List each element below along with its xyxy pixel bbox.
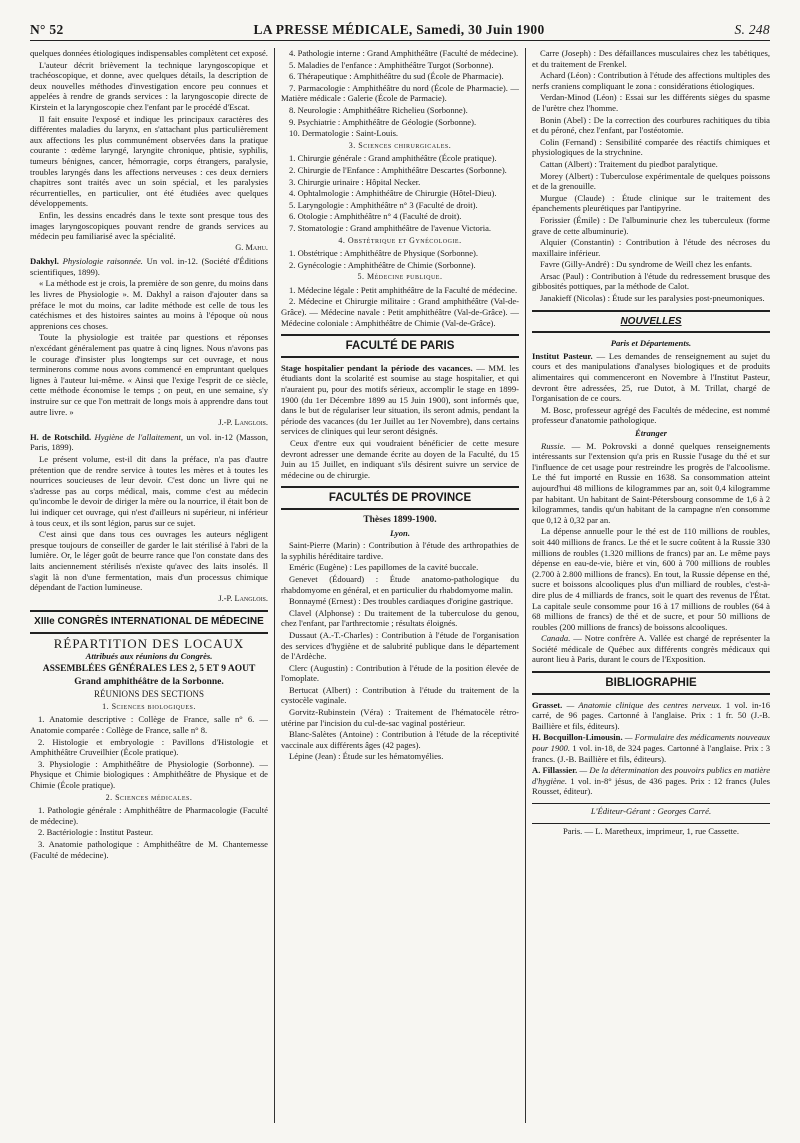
book-details: 1 vol. in-8° jésus, de 436 pages. Prix : 12 francs (Jules Rousset, éditeur). [532, 775, 770, 797]
theses-heading: Thèses 1899-1900. [363, 514, 437, 525]
section-subheading: 1. Sciences biologiques. [102, 701, 196, 711]
list-item: 1. Pathologie générale : Amphithéâtre de Pharmacologie (Faculté de médecine). [30, 805, 268, 826]
news-title: Canada. [541, 633, 571, 644]
column-divider [274, 48, 275, 1123]
book-author: A. Fillassier. [532, 765, 578, 776]
list-item: 9. Psychiatrie : Amphithéâtre de Géologie (Sorbonne). [289, 116, 477, 127]
city-heading: Lyon. [390, 527, 410, 538]
paragraph: L'auteur décrit brièvement la technique laryngoscopique et trachéoscopique, et donne, avec quelques détails, la description de deux nouvelles méthodes d'investigation encore peu connues et appelées à rendre de grands services : la laryngoscopie directe de Kirstein et la laryngoscopie chez l'enfant par le procédé d'Escat. [30, 59, 268, 112]
section-heading-congress: XIIIe CONGRÈS INTERNATIONAL DE MÉDECINE [30, 610, 268, 634]
news-title: Institut Pasteur. [532, 350, 593, 361]
paragraph: « La méthode est je crois, la première de son genre, du moins dans les livres de Physiologie ». M. Dakhyl a raison d'ajouter dans sa préface le mot du moins, car ladite méthode est celle de tous les catéchismes et des histoires saintes au moins à l'époque où nous apprenions ces choses. [30, 278, 268, 331]
list-item: 2. Histologie et embryologie : Pavillons d'Histologie et Amphithéâtre Cruveilhier (École pratique). [30, 736, 268, 758]
review-details: un vol. in-12 (Masson, Paris, 1899). [30, 431, 268, 453]
repartition-subtitle: Attribués aux réunions du Congrès. [85, 651, 213, 662]
signature: J.-P. Langlois. [218, 418, 268, 428]
list-item: 5. Laryngologie : Amphithéâtre n° 3 (Faculté de droit). [289, 199, 478, 210]
thesis-item: Cattan (Albert) : Traitement du piedbot paralytique. [540, 158, 718, 169]
list-item: 2. Médecine et Chirurgie militaire : Grand amphithéâtre (Val-de-Grâce). — Médecine navale : Petit amphithéâtre (Val-de-Grâce). — Médecine coloniale : Amphithéâtre de Chimie (Val-de-Grâce). [281, 296, 519, 328]
printer-line: Paris. — L. Maretheux, imprimeur, 1, rue Cassette. [562, 825, 740, 836]
list-item: 3. Anatomie pathologique : Amphithéâtre de M. Chantemesse (Faculté de médecine). [30, 838, 268, 860]
thesis-item: Dussaut (A.-T.-Charles) : Contribution à l'étude de l'organisation des services d'hygiène et de salubrité publique dans le département de l'Ardèche. [281, 629, 519, 662]
section-heading-bibliographie: BIBLIOGRAPHIE [532, 671, 770, 695]
thesis-item: Lépine (Jean) : Étude sur les hématomyélies. [289, 751, 444, 762]
list-item: 6. Thérapeutique : Amphithéâtre du sud (École de Pharmacie). [289, 71, 504, 82]
list-item: 2. Gynécologie : Amphithéâtre de Chimie (Sorbonne). [289, 259, 476, 270]
list-item: 6. Otologie : Amphithéâtre n° 4 (Faculté de droit). [289, 211, 462, 222]
list-item: 4. Pathologie interne : Grand Amphithéâtre (Faculté de médecine). [289, 48, 519, 58]
book-title: — Anatomie clinique des centres nerveux. [566, 699, 722, 710]
footer-rule [532, 803, 770, 804]
section-subheading: 3. Sciences chirurgicales. [348, 140, 452, 150]
subsection-heading: Paris et Départements. [610, 338, 692, 349]
book-details: 1 vol. in-16 carré, de 96 pages. Cartonné à l'anglaise. Prix : 1 fr. 50 (J.-B. Baillière et fils, éditeurs). [532, 699, 770, 731]
thesis-item: Colin (Fernand) : Sensibilité comparée des réactifs chimiques et physiologiques de la strychnine. [532, 136, 770, 158]
list-item: 1. Anatomie descriptive : Collège de France, salle n° 6. — Anatomie comparée : Collège de France, salle n° 8. [30, 714, 268, 736]
review-author: H. de Rotschild. [30, 431, 92, 442]
book-author: Grasset. [532, 699, 563, 710]
thesis-item: Morey (Albert) : Tuberculose expérimentale de quelques poissons et de la grenouille. [532, 170, 770, 192]
news-item [281, 363, 519, 437]
paragraph: Le présent volume, est-il dit dans la préface, n'a pas d'autre prétention que de rendre service à toutes les mères et à toutes les nourrices soucieuses de leur devoir. C'est donc un livre qui ne s'adresse pas au corps médical, mais, comme c'est au médecin qu'incombe le devoir de diriger la mère ou la nourrice, il était bon de lui indiquer cet ouvrage, qui n'est d'ailleurs ni supérieur, ni inférieur à tous ceux, et ils sont légion, parus sur ce sujet. [30, 453, 268, 528]
thesis-item: Bonin (Abel) : De la correction des courbures rachitiques du tibia et du péroné, chez l'enfant, par l'ostéotomie. [532, 114, 770, 136]
thesis-item: Janakieff (Nicolas) : Étude sur les paralysies post-pneumoniques. [540, 293, 765, 304]
paragraph: Ceux d'entre eux qui voudraient bénéficier de cette mesure devront adresser une demande écrite au doyen de la Faculté, du 15 Juin au 15 Juillet, en indiquant s'ils désirent suivre un service de médecine ou de chirurgie. [281, 438, 519, 480]
review-title: Physiologie raisonnée. [62, 256, 143, 267]
column-2 [281, 48, 519, 1128]
news-title: Stage hospitalier pendant la période des vacances. [281, 362, 473, 373]
thesis-item: Bonnaymé (Ernest) : Des troubles cardiaques d'origine gastrique. [289, 596, 513, 607]
thesis-item: Verdan-Minod (Léon) : Essai sur les différents sièges du spasme de l'urètre chez l'homme. [532, 92, 770, 113]
list-item: 1. Obstétrique : Amphithéâtre de Physique (Sorbonne). [289, 248, 479, 259]
list-item: 4. Ophtalmologie : Amphithéâtre de Chirurgie (Hôtel-Dieu). [289, 188, 497, 199]
section-subheading: 5. Médecine publique. [357, 272, 443, 282]
journal-title: LA PRESSE MÉDICALE, Samedi, 30 Juin 1900 [253, 22, 545, 37]
thesis-item: Carre (Joseph) : Des défaillances musculaires chez les tabétiques, et du traitement de Frenkel. [532, 48, 770, 69]
news-text: — Les demandes de renseignement au sujet du cours et des manipulations d'analyses biologiques et de produits alimentaires qui commenceront en Novembre à l'Institut Pasteur, devront être adressées, 25, rue Dutot, à M. Trillat, chargé de l'organisation de ce cours. [532, 350, 770, 404]
thesis-item: Eméric (Eugène) : Les papillomes de la cavité buccale. [289, 562, 479, 573]
column-divider [525, 48, 526, 1123]
list-item: 7. Parmacologie : Amphithéâtre du nord (École de Pharmacie). — Matière médicale : Galerie (École de Parmacie). [281, 82, 519, 104]
signature: J.-P. Langlois. [218, 593, 268, 603]
page-number: S. 248 [734, 22, 770, 37]
paragraph: Il fait ensuite l'exposé et indique les principaux caractères des différentes maladies du larynx, en s'attachant plus particulièrement aux affections les plus communément observées dans la pratique courante : œdème laryngé, laryngite chronique, phtisie, syphilis, tumeurs bénignes, cancer, hémorragie, corps étrangers, paralysie, troubles laryngés dans les affections nerveuses : ces deux derniers chapitres sont traités avec un soin spécial, et les paralysies récurrentielles, en particulier, ont été étudiées avec quelques développements. [30, 113, 268, 209]
bibliography-entry [532, 765, 770, 797]
section-heading-faculte-paris: FACULTÉ DE PARIS [281, 334, 519, 358]
list-item: 7. Stomatologie : Grand amphithéâtre de l'avenue Victoria. [289, 222, 492, 233]
list-item: 3. Physiologie : Amphithéâtre de Physiologie (Sorbonne). — Physique et Chimie biologiques : Amphithéâtre de Physique et de Chimie (École pratique). [30, 758, 268, 790]
news-text: — Notre confrère A. Vallée est chargé de représenter la Société médicale de Québec aux différents congrès médicaux qui auront lieu à Paris, durant le cours de l'Exposition. [532, 633, 770, 665]
book-title: — Formulaire des médicaments nouveaux pour 1900. [532, 732, 770, 754]
list-item: 2. Bactériologie : Institut Pasteur. [38, 827, 154, 838]
news-item [532, 633, 770, 665]
news-title: Russie. [541, 440, 566, 451]
editor-line: L'Éditeur-Gérant : Georges Carré. [590, 806, 712, 816]
reunions-heading: RÉUNIONS DES SECTIONS [93, 689, 204, 700]
review-heading [30, 256, 268, 277]
paragraph: La dépense annuelle pour le thé est de 110 millions de roubles, soit 440 millions de francs. Le thé et le sucre coûtent à la Russie 330 millions de roubles (1.320 millions de francs) par an. Le même pays dépense en eau-de-vie, bière et vin, 600 à 700 millions de roubles (2.700 à 2.800 millions de francs). En tout, la Russie dépense en thé, sucre et boissons alcooliques plus d'un milliard de roubles, c'est-à-dire plus de 4 milliards de francs, soit le quart des revenus de l'État. La capitale seule consomme pour 16 à 17 millions de roubles (64 à 68 millions de francs) de thé et de sucre, et pour 50 millions de roubles (200 millions de francs) de boissons alcooliques. [532, 526, 770, 632]
news-item [532, 441, 770, 526]
thesis-item: Achard (Léon) : Contribution à l'étude des affections multiples des nerfs craniens compliquant le zona : considérations étiologiques. [532, 70, 770, 91]
footer-rule [532, 823, 770, 824]
thesis-item: Genevet (Édouard) : Étude anatomo-pathologique du rhabdomyome en général, et en particulier du rhabdomyome malin. [281, 573, 519, 595]
issue-number: N° 52 [30, 22, 64, 37]
column-1 [30, 48, 268, 1128]
thesis-item: Forissier (Émile) : De l'albuminurie chez les tuberculeux (forme grave de cette albuminurie). [532, 214, 770, 236]
thesis-item: Blanc-Salètes (Antoine) : Contribution à l'étude de la réceptivité vaccinale aux différents âges (42 pages). [281, 729, 519, 750]
thesis-item: Favre (Gilly-André) : Du syndrome de Weill chez les enfants. [540, 259, 753, 270]
thesis-item: Murgue (Claude) : Étude clinique sur le traitement des épanchements pleurétiques par l'antipyrine. [532, 192, 770, 214]
list-item: 8. Neurologie : Amphithéâtre Richelieu (Sorbonne). [289, 104, 468, 115]
list-item: 1. Médecine légale : Petit amphithéâtre de la Faculté de médecine. [289, 284, 518, 295]
header-rule [30, 40, 770, 41]
thesis-item: Clavel (Alphonse) : Du traitement de la tuberculose du genou, chez l'enfant, par l'arthrectomie ; résultats éloignés. [281, 607, 519, 629]
book-title: — De la détermination des pouvoirs publics en matière d'hygiène. [532, 765, 770, 786]
signature: G. Mahu. [235, 242, 268, 252]
review-details: Un vol. in-12. (Société d'Éditions scientifiques, 1899). [30, 256, 268, 277]
list-item: 5. Maladies de l'enfance : Amphithéâtre Turgot (Sorbonne). [289, 59, 494, 70]
section-heading-nouvelles: NOUVELLES [532, 310, 770, 334]
bibliography-entry [532, 700, 770, 732]
thesis-item: Saint-Pierre (Marin) : Contribution à l'étude des arthropathies de la syphilis héréditaire tardive. [281, 540, 519, 561]
column-3 [532, 48, 770, 1128]
paragraph: quelques données étiologiques indispensables complètent cet exposé. [30, 48, 268, 58]
list-item: 2. Chirurgie de l'Enfance : Amphithéâtre Descartes (Sorbonne). [289, 164, 507, 175]
thesis-item: Gorvitz-Rubinstein (Véra) : Traitement de l'hématocèle rétro-utérine par l'incision du cul-de-sac vaginal postérieur. [281, 707, 519, 728]
paragraph: M. Bosc, professeur agrégé des Facultés de médecine, est nommé professeur d'anatomie pathologique. [532, 404, 770, 426]
news-text: — MM. les étudiants dont la scolarité est soumise au stage hospitalier, et qui n'auraient pu, pour des motifs sérieux, accomplir le stage en 1899-1900 (du 1er Décembre 1899 au 15 Juin 1900), sont informés que, dans le but de régulariser leur situation, ils seront admis, pendant la période des vacances (du 1er Juillet au 1er Novembre), dans certains services de cliniques qui leur seront désignés. [281, 362, 519, 437]
page-header [30, 18, 770, 38]
section-subheading: 2. Sciences médicales. [105, 792, 193, 802]
thesis-item: Alquier (Constantin) : Contribution à l'étude des nécroses du maxillaire inférieur. [532, 237, 770, 258]
news-item [532, 351, 770, 404]
thesis-item: Clerc (Augustin) : Contribution à l'étude de la position élevée de l'omoplate. [281, 662, 519, 684]
thesis-item: Arsac (Paul) : Contribution à l'étude du redressement brusque des gibbosités pottiques, par la méthode de Calot. [532, 270, 770, 292]
review-heading [30, 432, 268, 453]
list-item: 10. Dermatologie : Saint-Louis. [289, 128, 399, 139]
paragraph: C'est ainsi que dans tous ces ouvrages les auteurs négligent presque toujours de conseiller de garder le lait stérilisé à l'abri de la lumière. Or, le léger goût de beurre rance que l'on constate dans des laits anciennement stérilisés n'existe qu'avec des laits insolés. Il s'agit là non d'une fermentation, mais d'un processus chimique dépendant de l'action lumineuse. [30, 529, 268, 593]
repartition-title: RÉPARTITION DES LOCAUX [53, 635, 245, 651]
review-title: Hygiène de l'allaitement, [94, 431, 183, 442]
news-text: — M. Pokrovski a donné quelques renseignements intéressants sur l'extension qu'a pris en Russie l'usage du thé et sur l'influence de cet usage pour restreindre les progrès de l'alcoolisme. Le thé fut importé en Russie en 1638. Sa consommation atteint aujourd'hui 48 millions de kilogrammes par an, soit 0,4 kilogramme par habitant. Un habitant de Saint-Pétersbourg consomme de 1,6 à 2 kilogrammes, tandis qu'un habitant de la campagne n'en consomme que 0,12 à 0,32 par an. [532, 440, 770, 525]
bibliography-entry [532, 732, 770, 764]
book-author: H. Bocquillon-Limousin. [532, 732, 623, 743]
section-subheading: 4. Obstétrique et Gynécologie. [338, 235, 462, 245]
paragraph: Toute la physiologie est traitée par questions et réponses n'excédant généralement pas quatre à cinq lignes. Nous n'avons pas le courage d'insister plus longtemps sur cet ouvrage, et nous terminerons comme nous avons commencé en empruntant quelques lignes à l'auteur lui-même. « Ainsi que l'exige l'esprit de ce siècle, cette méthode économise le temps ; on peut, en une semaine, s'y instruire sur ce que l'on mettrait de longs mois à apprendre dans tout autre livre. » [30, 332, 268, 417]
list-item: 1. Chirurgie générale : Grand amphithéâtre (École pratique). [289, 153, 497, 164]
assemblees-location: Grand amphithéâtre de la Sorbonne. [74, 676, 224, 687]
review-author: Dakhyl. [30, 256, 59, 267]
thesis-item: Bertucat (Albert) : Contribution à l'étude du traitement de la cystocèle vaginale. [281, 684, 519, 706]
subsection-heading: Étranger [635, 428, 667, 438]
paragraph: Enfin, les dessins encadrés dans le texte sont presque tous des images laryngoscopiques pouvant rendre de grands services au médecin peu familiarisé avec la spécialité. [30, 209, 268, 242]
section-heading-facultes-province: FACULTÉS DE PROVINCE [281, 486, 519, 510]
book-details: 1 vol. in-18, de 324 pages. Cartonné à l'anglaise. Prix : 3 francs. (J.-B. Baillière et fils, éditeurs). [532, 743, 770, 764]
list-item: 3. Chirurgie urinaire : Hôpital Necker. [289, 176, 421, 187]
assemblees-heading: ASSEMBLÉES GÉNÉRALES LES 2, 5 ET 9 AOUT [42, 664, 256, 675]
